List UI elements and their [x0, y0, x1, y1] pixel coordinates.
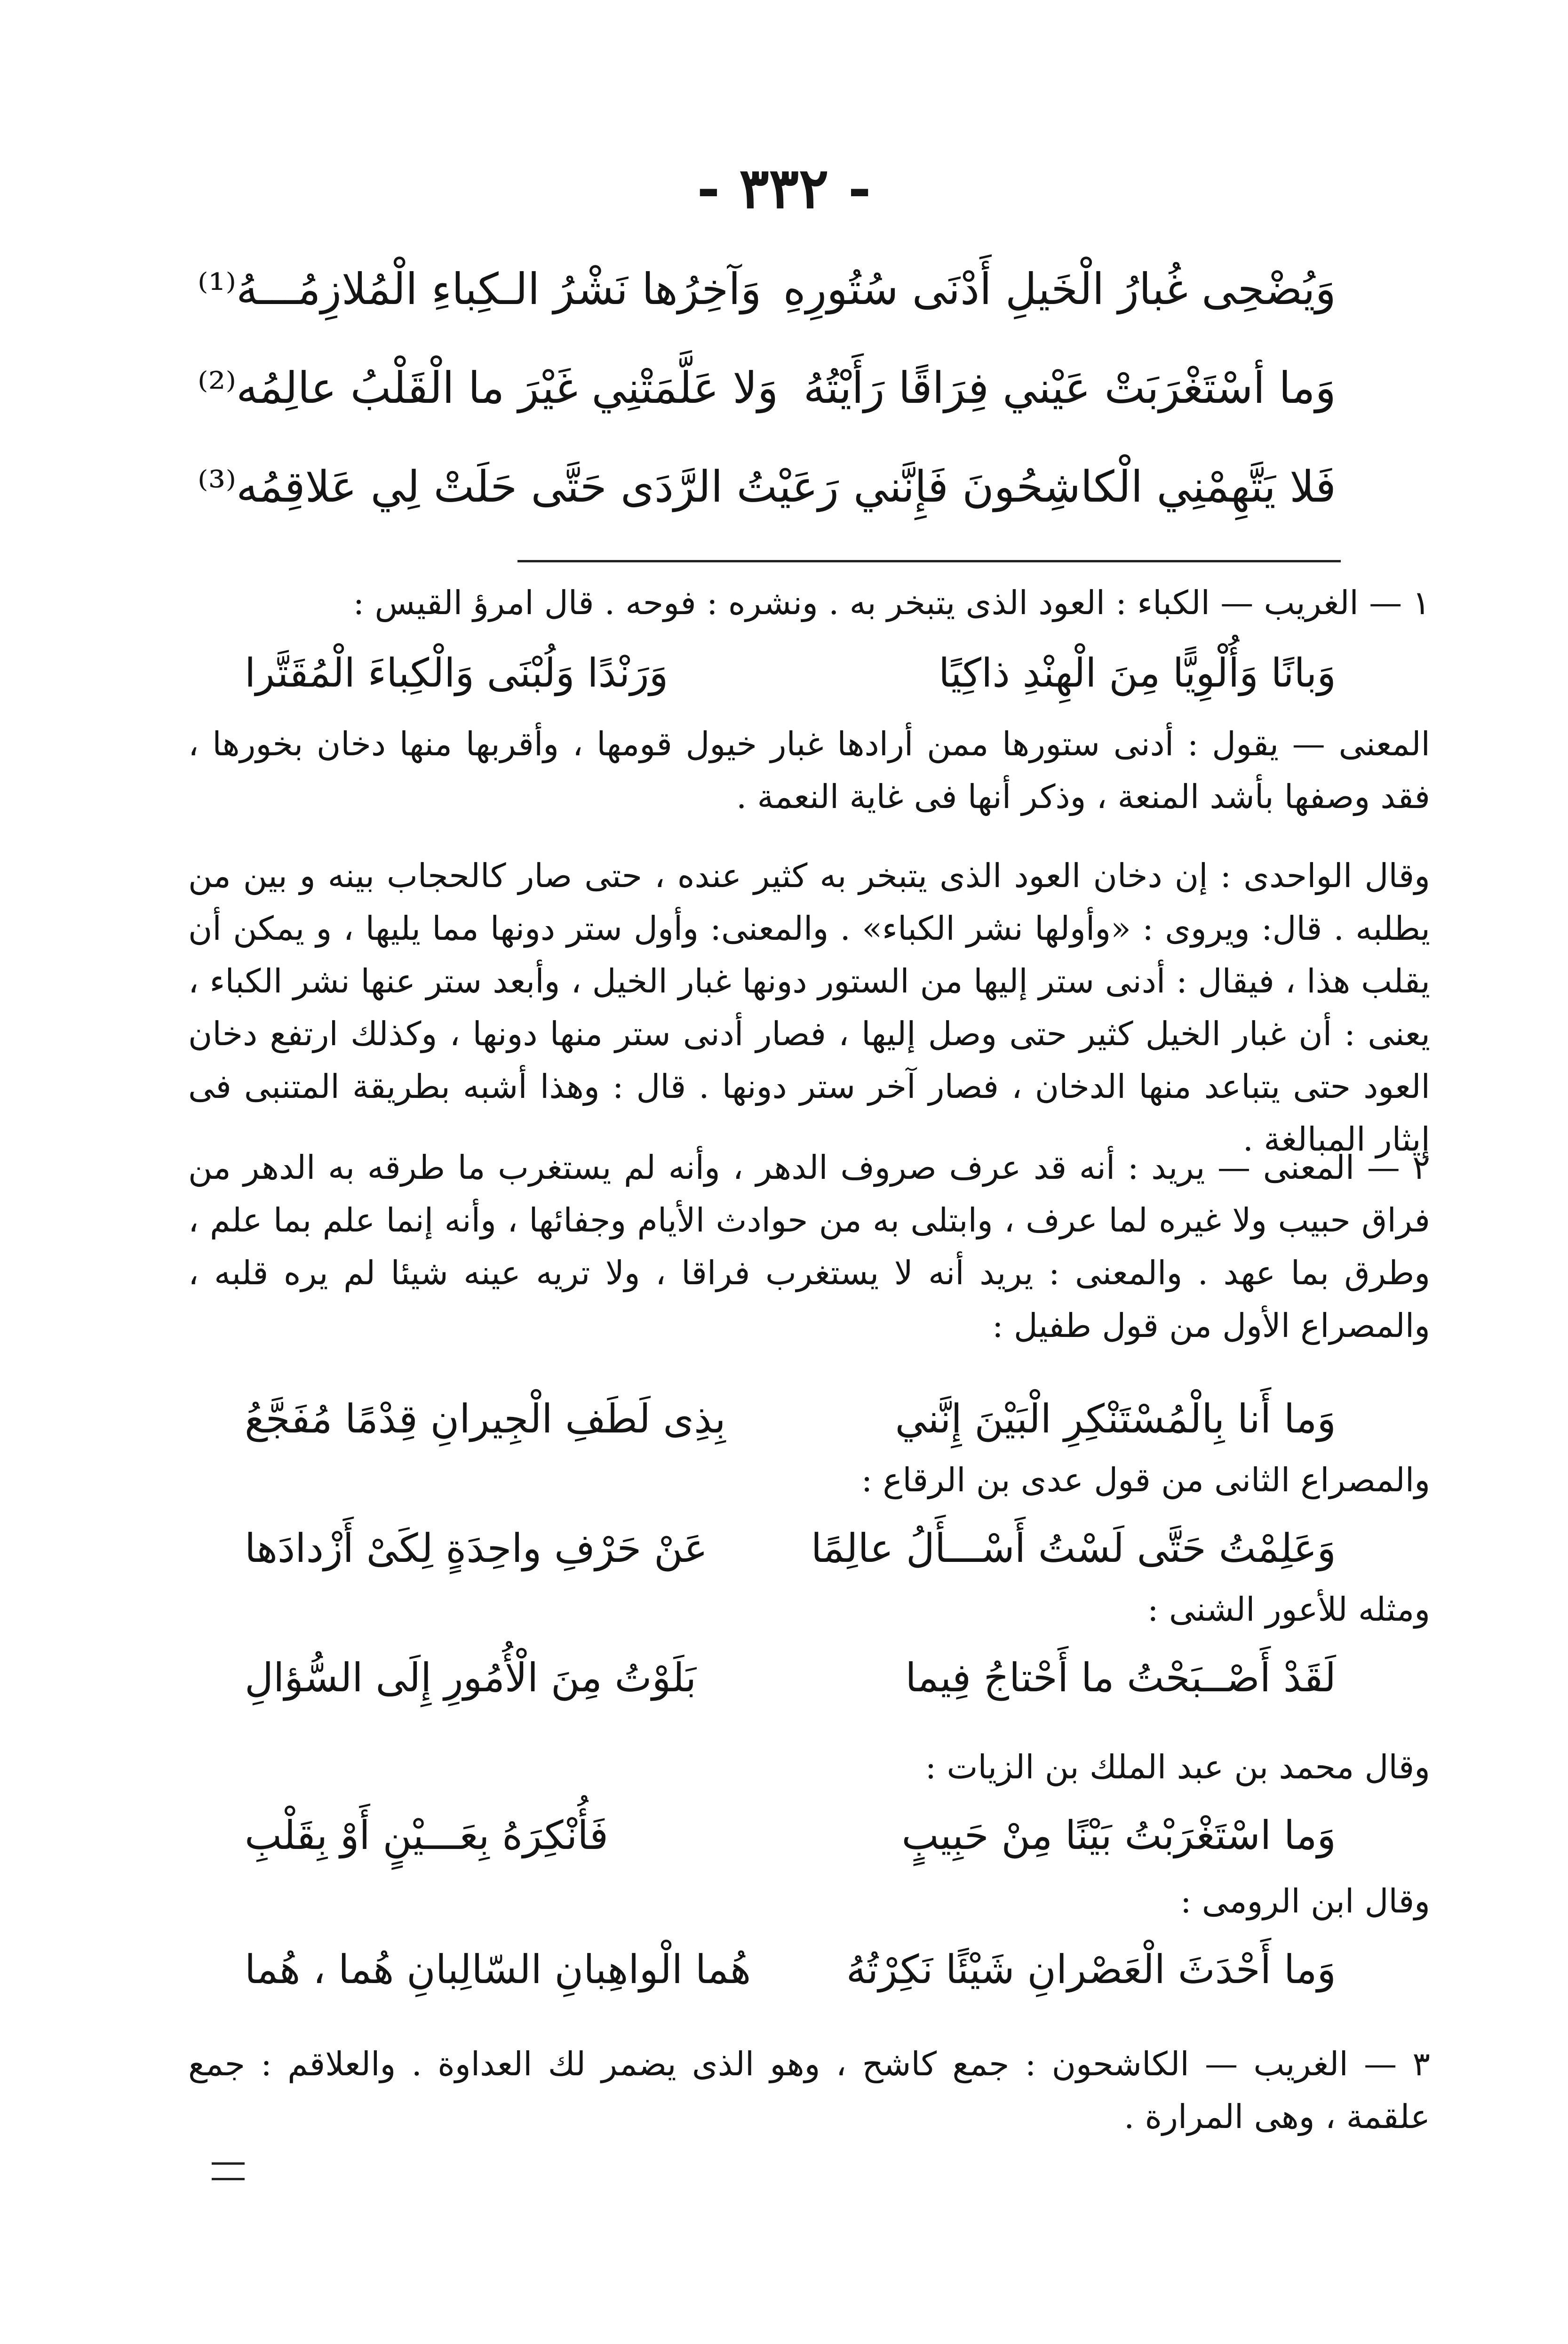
note-2-zayyat-intro: وقال محمد بن عبد الملك بن الزيات :	[925, 1748, 1430, 1786]
note-2-rumi-intro: وقال ابن الرومى :	[1180, 1882, 1430, 1920]
footnote-separator	[517, 560, 1341, 562]
note-1-quote-second: وَرَنْدًا وَلُبْنَى وَالْكِباءَ الْمُقَتَّرا	[245, 650, 669, 696]
note-2-meaning: ٢ — المعنى — يريد : أنه قد عرف صروف الدهر ، وأنه لم يستغرب ما طرقه به الدهر من فراق حبيب ولا غيره لما عرف ، وابتلى به من حوادث الأيام وجفائها ، وأنه إنما علم بما علم ، وطرق بما عهد . والمعنى : يريد أنه لا يستغرب فراقا ، ولا تريه عينه شيئا لم يره قلبه ، والمصراع الأول من قول طفيل :	[188, 1148, 1430, 1345]
note-3-gharib: ٣ — الغريب — الكاشحون : جمع كاشح ، وهو الذى يضمر لك العداوة . والعلاقم : جمع علقمة ، وهى المرارة .	[188, 2045, 1430, 2136]
note-2-tufail-verse	[245, 1386, 1336, 1452]
note-2-tufail-second: بِذِى لَطَفِ الْجِيرانِ قِدْمًا مُفَجَّعُ	[245, 1396, 726, 1442]
note-2-zayyat-first: وَما اسْتَغْرَبْتُ بَيْنًا مِنْ حَبِيبٍ	[901, 1812, 1336, 1858]
note-1-meaning: المعنى — يقول : أدنى ستورها ممن أرادها غبار خيول قومها ، وأقربها منها دخان بخورها ، فقد وصفها بأشد المنعة ، وذكر أنها فى غاية النعمة .	[188, 725, 1430, 816]
note-2-awar-second: بَلَوْتُ مِنَ الْأُمُورِ إِلَى السُّؤالِ	[245, 1655, 697, 1701]
note-2-rumi-verse	[245, 1936, 1336, 2002]
note-2-zayyat-verse	[245, 1802, 1336, 1868]
verse-2-first-hemistich: وَما أسْتَغْرَبَتْ عَيْني فِرَاقًا رَأَيْتُهُ	[803, 363, 1336, 413]
note-2-rumi-first: وَما أَحْدَثَ الْعَصْرانِ شَيْئًا نَكِرْتُهُ	[846, 1946, 1336, 1992]
note-1-gharib: ١ — الغريب — الكباء : العود الذى يتبخر به . ونشره : فوحه . قال امرؤ القيس :	[353, 584, 1430, 622]
verse-1-first-hemistich: وَيُضْحِى غُبارُ الْخَيلِ أَدْنَى سُتُورِهِ	[783, 264, 1336, 314]
verse-2-second-hemistich: وَلا عَلَّمَتْنِي غَيْرَ ما الْقَلْبُ عالِمُه⁽²⁾	[198, 363, 779, 413]
note-2-adi-verse	[245, 1515, 1336, 1581]
note-2-awar-first: لَقَدْ أَصْــبَحْتُ ما أَحْتاجُ فِيما	[905, 1655, 1336, 1701]
note-2-zayyat-second: فَأُنْكِرَهُ بِعَـــيْنٍ أَوْ بِقَلْبِ	[245, 1812, 609, 1858]
verse-3-first-hemistich: فَلا يَتَّهِمْنِي الْكاشِحُونَ فَإِنَّني	[853, 462, 1336, 512]
note-2-adi-second: عَنْ حَرْفِ واحِدَةٍ لِكَىْ أَزْدادَها	[245, 1525, 708, 1571]
note-2-rumi-second: هُما الْواهِبانِ السّالِبانِ هُما ، هُما	[245, 1946, 751, 1992]
verse-1	[198, 254, 1336, 334]
page-number: - ٣٣٢ -	[697, 155, 871, 221]
note-2-awar-verse	[245, 1645, 1336, 1711]
verse-3-second-hemistich: رَعَيْتُ الرَّدَى حَتَّى حَلَتْ لِي عَلاقِمُه⁽³⁾	[198, 462, 839, 512]
note-2-adi-intro: والمصراع الثانى من قول عدى بن الرقاع :	[861, 1461, 1430, 1499]
verse-1-second-hemistich: وَآخِرُها نَشْرُ الـكِباءِ الْمُلازِمُـــهُ⁽¹⁾	[198, 264, 762, 314]
note-1-quote-first: وَبانًا وَأُلْوِيًّا مِنَ الْهِنْدِ ذاكِيًا	[939, 650, 1336, 696]
note-2-adi-first: وَعَلِمْتُ حَتَّى لَسْتُ أَسْـــأَلُ عالِمًا	[811, 1525, 1336, 1571]
note-1-quoted-verse	[245, 640, 1336, 706]
note-2-tufail-first: وَما أَنا بِالْمُسْتَنْكِرِ الْبَيْنَ إِنَّني	[895, 1396, 1336, 1442]
note-2-awar-intro: ومثله للأعور الشنى :	[1147, 1590, 1430, 1629]
note-1-wahidi: وقال الواحدى : إن دخان العود الذى يتبخر به كثير عنده ، حتى صار كالحجاب بينه و بين من يطلبه . قال: ويروى : «وأولها نشر الكباء» . والمعنى: وأول ستر دونها مما يليها ، و يمكن أن يقلب هذا ، فيقال : أدنى ستر إليها من الستور دونها غبار الخيل ، وأبعد ستر عنها نشر الكباء ، يعنى : أن غبار الخيل كثير حتى وصل إليها ، فصار أدنى ستر منها دونها ، وكذلك ارتفع دخان العود حتى يتباعد منها الدخان ، فصار آخر ستر دونها . قال : وهذا أشبه بطريقة المتنبى فى إيثار المبالغة .	[188, 856, 1430, 1159]
end-mark	[212, 2162, 245, 2180]
verse-3	[198, 452, 1336, 532]
verse-2	[198, 353, 1336, 433]
